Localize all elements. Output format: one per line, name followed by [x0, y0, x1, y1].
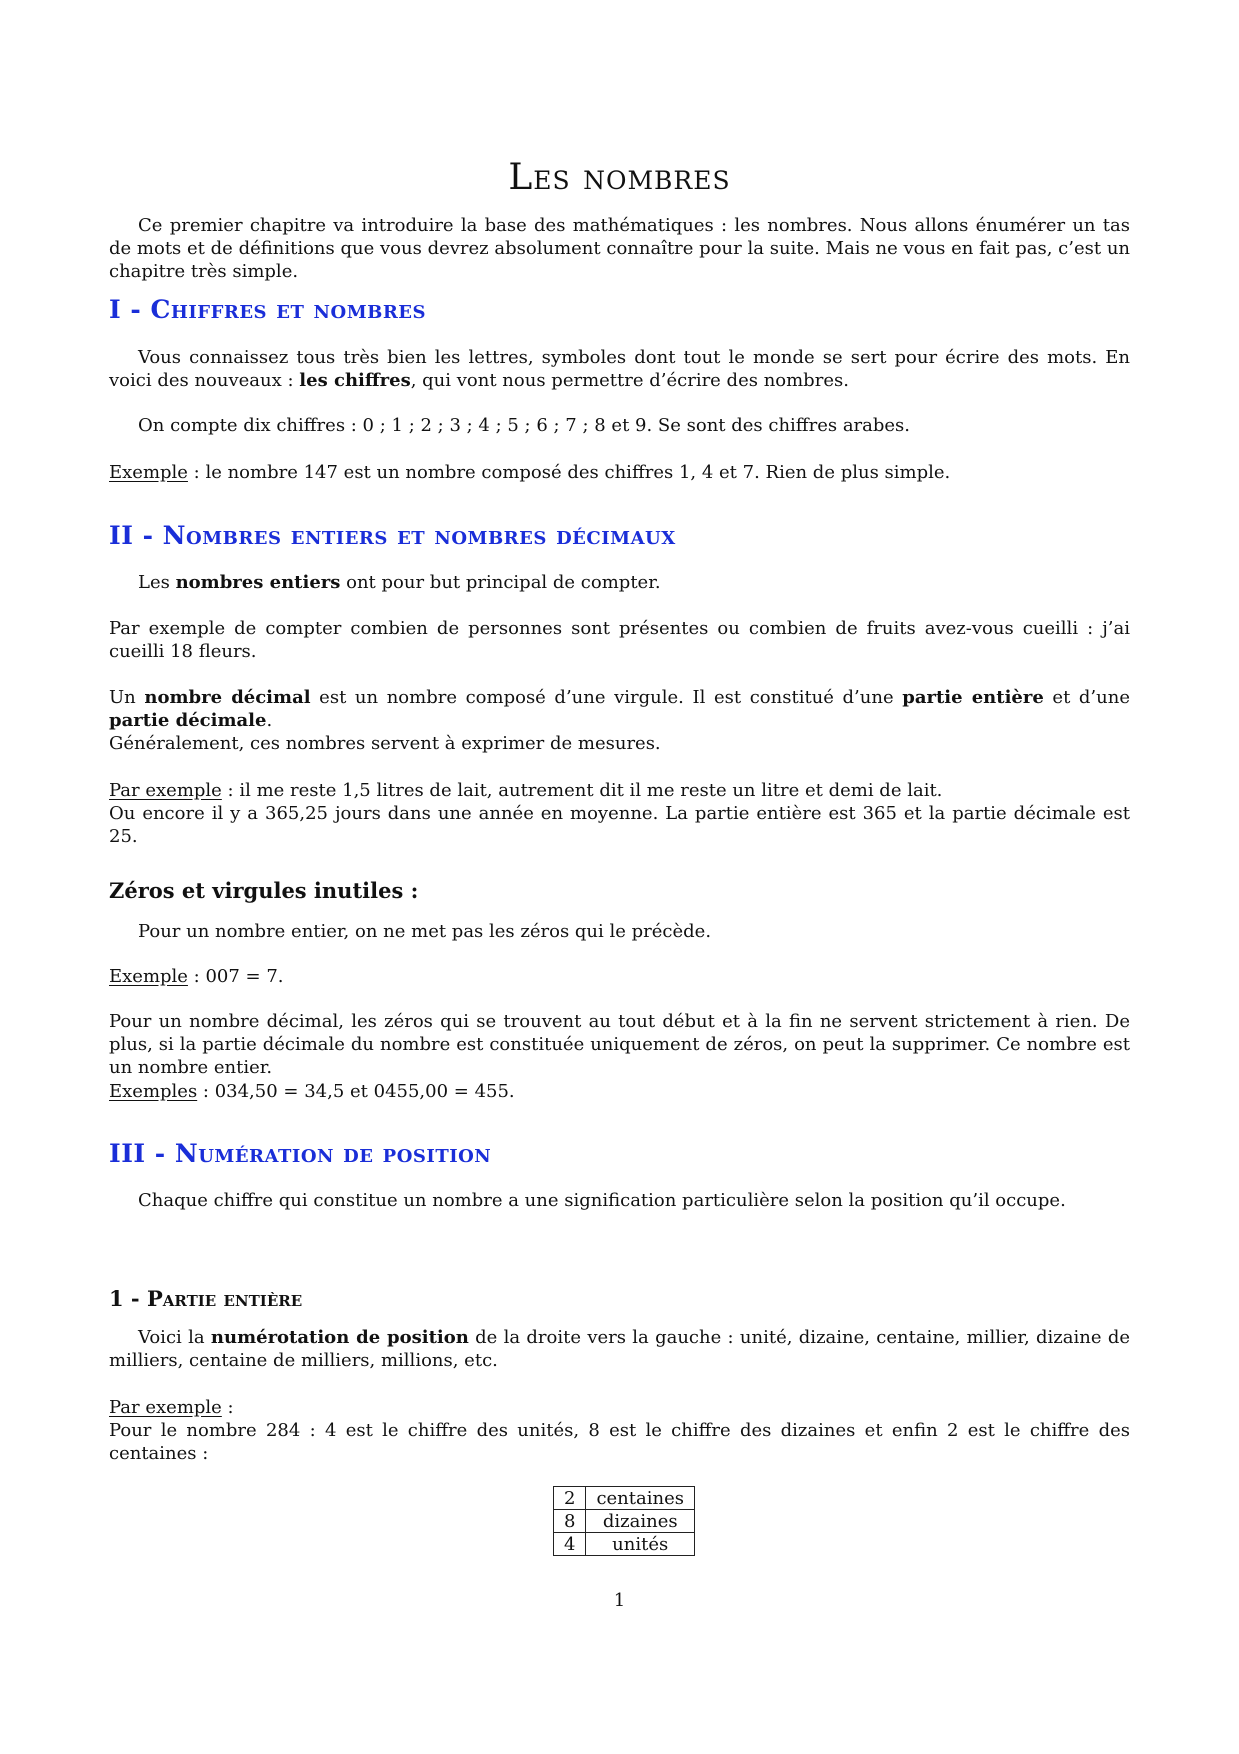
s31-paragraph-1 — [109, 1326, 1130, 1372]
zeros-paragraph-2: Pour un nombre décimal, les zéros qui se trouvent au tout début et à la fin ne servent strictement à rien. De plus, si la partie décimale du nombre est constituée uniquement de zéros, on peut la supprimer. Ce nombre est un nombre entier. — [109, 1011, 1130, 1078]
intro-paragraph: Ce premier chapitre va introduire la base des mathématiques : les nombres. Nous allons énumérer un tas de mots et de définitions que vous devrez absolument connaître pour la suite. Mais ne vous en fait pas, c’est un chapitre très simple. — [109, 215, 1130, 282]
s31-p1-text-a: Voici la — [138, 1327, 211, 1348]
page-number: 1 — [613, 1590, 626, 1611]
table-row — [554, 1487, 695, 1510]
section-heading-3: III - Numération de position — [109, 1139, 492, 1168]
table-cell-name: unités — [586, 1533, 695, 1556]
s31-example — [109, 1396, 1130, 1465]
s2-p3-line1 — [109, 686, 1130, 732]
s3-paragraph-1: Chaque chiffre qui constitue un nombre a une signification particulière selon la position qu’il occupe. — [138, 1190, 1066, 1211]
zeros-example-1-text: : 007 = 7. — [187, 966, 284, 987]
zeros-example-2 — [109, 1080, 1130, 1103]
zeros-example-1 — [109, 965, 1130, 988]
s2-p3-bold-3: partie décimale — [109, 710, 267, 731]
table-row — [554, 1510, 695, 1533]
s2-example-text: : il me reste 1,5 litres de lait, autrement dit il me reste un litre et demi de lait. — [221, 780, 943, 801]
section-heading-1: I - Chiffres et nombres — [109, 295, 427, 324]
s31-example-line1 — [109, 1396, 1130, 1419]
s31-example-text: : — [221, 1397, 234, 1418]
table-cell-name: centaines — [586, 1487, 695, 1510]
table-cell-digit: 8 — [554, 1510, 586, 1533]
table-cell-digit: 2 — [554, 1487, 586, 1510]
table-cell-digit: 4 — [554, 1533, 586, 1556]
table-row — [554, 1533, 695, 1556]
s2-paragraph-2: Par exemple de compter combien de personnes sont présentes ou combien de fruits avez-vous cueilli : j’ai cueilli 18 fleurs. — [109, 618, 1130, 662]
s1-example — [109, 461, 1130, 484]
s31-example-line2: Pour le nombre 284 : 4 est le chiffre des unités, 8 est le chiffre des dizaines et enfin 2 est le chiffre des centaines : — [109, 1420, 1130, 1464]
zeros-example-1-label: Exemple — [109, 966, 188, 987]
s2-example — [109, 779, 1130, 848]
s1-paragraph-2: On compte dix chiffres : 0 ; 1 ; 2 ; 3 ; 4 ; 5 ; 6 ; 7 ; 8 et 9. Se sont des chiffres arabes. — [138, 415, 911, 436]
zeros-heading: Zéros et virgules inutiles : — [109, 878, 419, 903]
s1-p1-bold: les chiffres — [299, 370, 411, 391]
s2-p3-c: est un nombre composé d’une virgule. Il est constitué d’une — [310, 687, 903, 708]
s2-p3-g: . — [266, 710, 273, 731]
s31-example-label: Par exemple — [109, 1397, 222, 1418]
zeros-example-2-text: : 034,50 = 34,5 et 0455,00 = 455. — [197, 1081, 515, 1102]
s2-p3-a: Un — [109, 687, 145, 708]
s2-paragraph-3 — [109, 686, 1130, 755]
table-cell-name: dizaines — [586, 1510, 695, 1533]
s2-example-line2: Ou encore il y a 365,25 jours dans une année en moyenne. La partie entière est 365 et la partie décimale est 25. — [109, 803, 1130, 847]
page-title: Les nombres — [508, 157, 731, 198]
s2-p3-bold-2: partie entière — [902, 687, 1044, 708]
s31-p1-bold: numérotation de position — [210, 1327, 469, 1348]
zeros-paragraph-1: Pour un nombre entier, on ne met pas les zéros qui le précède. — [138, 921, 712, 942]
s2-p1-text-c: ont pour but principal de compter. — [340, 572, 661, 593]
s31-p1-text-c: de la droite vers la gauche : unité, dizaine, centaine, millier, dizaine de milliers, centaine de milliers, millions, etc. — [109, 1327, 1131, 1371]
subsection-heading-1: 1 - Partie entière — [109, 1286, 303, 1311]
s1-p1-text-a: Vous connaissez tous très bien les lettres, symboles dont tout le monde se sert pour écrire des mots. En voici des nouveaux : — [109, 347, 1130, 391]
s2-p3-bold-1: nombre décimal — [144, 687, 311, 708]
s2-p3-line2: Généralement, ces nombres servent à exprimer de mesures. — [109, 733, 661, 754]
s2-example-label: Par exemple — [109, 780, 222, 801]
s2-example-line1 — [109, 779, 1130, 802]
s2-paragraph-1 — [109, 571, 1130, 594]
zeros-example-2-label: Exemples — [109, 1081, 198, 1102]
s2-p1-bold: nombres entiers — [175, 572, 341, 593]
s2-p3-e: et d’une — [1043, 687, 1130, 708]
section-heading-2: II - Nombres entiers et nombres décimaux — [109, 521, 676, 550]
s1-example-text: : le nombre 147 est un nombre composé des chiffres 1, 4 et 7. Rien de plus simple. — [187, 462, 951, 483]
s1-p1-text-c: , qui vont nous permettre d’écrire des nombres. — [410, 370, 849, 391]
s2-p1-text-a: Les — [138, 572, 176, 593]
position-table — [553, 1486, 695, 1556]
s1-example-label: Exemple — [109, 462, 188, 483]
s1-paragraph-1 — [109, 346, 1130, 392]
